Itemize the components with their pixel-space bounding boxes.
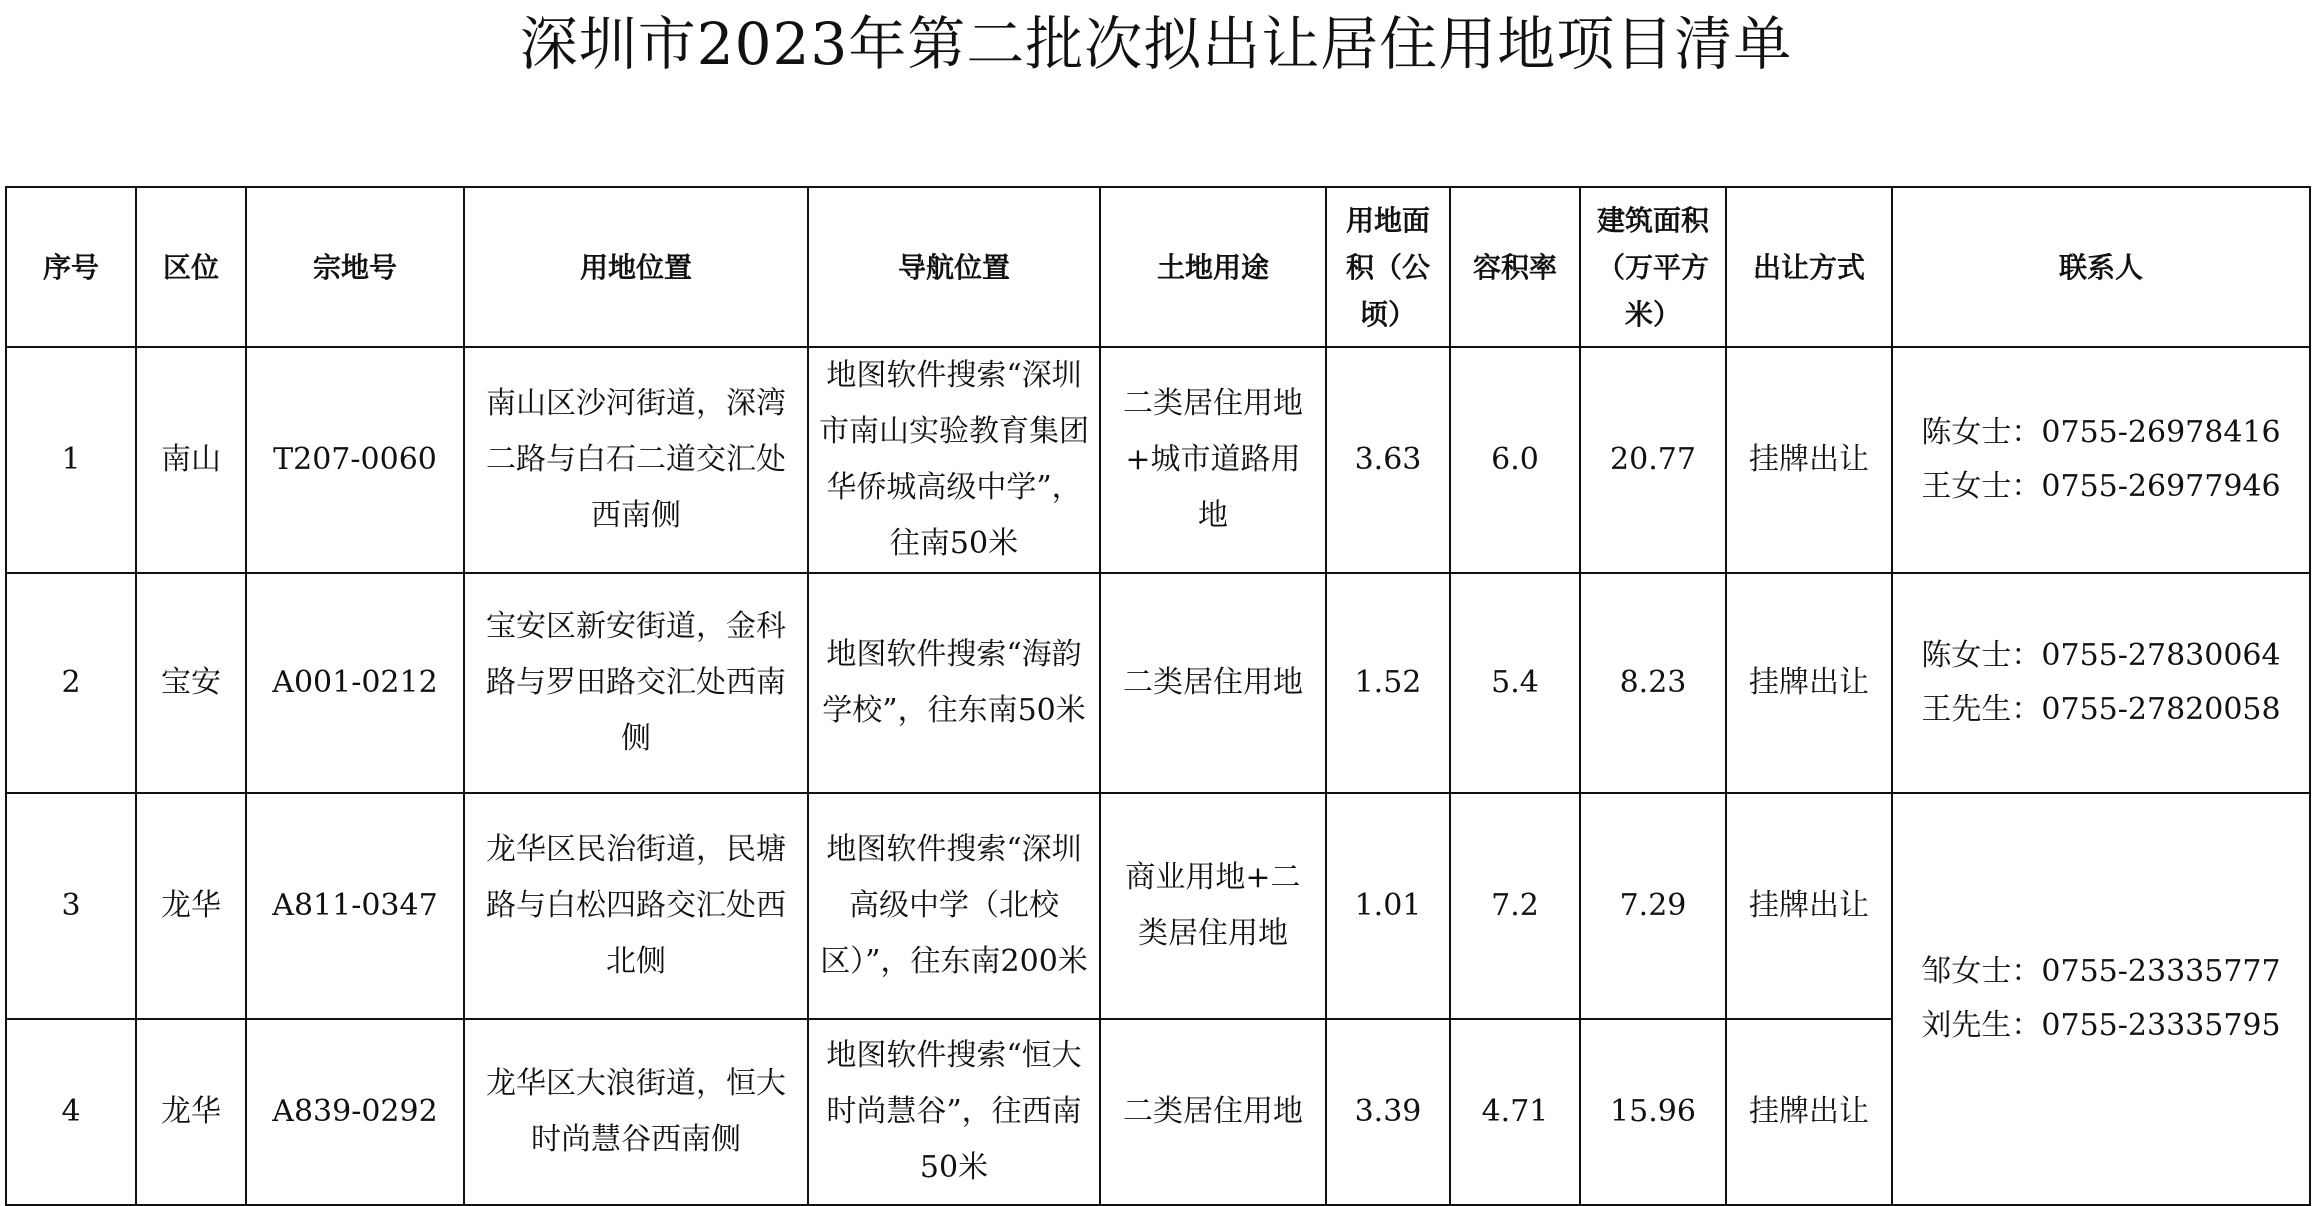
cell-floor-area: 20.77 (1580, 347, 1726, 573)
cell-navigation: 地图软件搜索“海韵学校”，往东南50米 (808, 573, 1100, 793)
cell-location: 龙华区民治街道，民塘路与白松四路交汇处西北侧 (464, 793, 808, 1019)
cell-navigation: 地图软件搜索“恒大时尚慧谷”，往西南50米 (808, 1019, 1100, 1205)
cell-seq: 4 (6, 1019, 136, 1205)
header-seq: 序号 (6, 187, 136, 347)
cell-seq: 2 (6, 573, 136, 793)
contact-line: 陈女士：0755-26978416 (1921, 415, 2281, 450)
land-parcel-table (5, 186, 2311, 1206)
header-floor-area: 建筑面积（万平方米） (1580, 187, 1726, 347)
header-parcel: 宗地号 (246, 187, 464, 347)
header-location: 用地位置 (464, 187, 808, 347)
cell-method: 挂牌出让 (1726, 1019, 1892, 1205)
table-header-row (6, 187, 2310, 347)
header-area: 用地面积（公顷） (1326, 187, 1450, 347)
cell-seq: 1 (6, 347, 136, 573)
header-far: 容积率 (1450, 187, 1580, 347)
cell-district: 南山 (136, 347, 246, 573)
cell-area: 1.52 (1326, 573, 1450, 793)
contact-line: 刘先生：0755-23335795 (1921, 1008, 2281, 1043)
cell-floor-area: 15.96 (1580, 1019, 1726, 1205)
table-row (6, 347, 2310, 573)
cell-far: 6.0 (1450, 347, 1580, 573)
contact-line: 王女士：0755-26977946 (1921, 469, 2281, 504)
cell-floor-area: 7.29 (1580, 793, 1726, 1019)
cell-location: 龙华区大浪街道，恒大时尚慧谷西南侧 (464, 1019, 808, 1205)
cell-location: 宝安区新安街道，金科路与罗田路交汇处西南侧 (464, 573, 808, 793)
cell-far: 5.4 (1450, 573, 1580, 793)
cell-navigation: 地图软件搜索“深圳高级中学（北校区）”，往东南200米 (808, 793, 1100, 1019)
cell-usage: 二类居住用地 (1100, 573, 1326, 793)
cell-district: 龙华 (136, 1019, 246, 1205)
cell-far: 4.71 (1450, 1019, 1580, 1205)
header-district: 区位 (136, 187, 246, 347)
page-title: 深圳市2023年第二批次拟出让居住用地项目清单 (519, 10, 1793, 78)
header-usage: 土地用途 (1100, 187, 1326, 347)
cell-method: 挂牌出让 (1726, 347, 1892, 573)
cell-method: 挂牌出让 (1726, 573, 1892, 793)
contact-line: 邹女士：0755-23335777 (1921, 954, 2281, 989)
cell-contact (1892, 347, 2310, 573)
cell-seq: 3 (6, 793, 136, 1019)
cell-usage: 二类居住用地 (1100, 1019, 1326, 1205)
header-method: 出让方式 (1726, 187, 1892, 347)
cell-floor-area: 8.23 (1580, 573, 1726, 793)
header-navigation: 导航位置 (808, 187, 1100, 347)
cell-usage: 商业用地+二类居住用地 (1100, 793, 1326, 1019)
cell-district: 宝安 (136, 573, 246, 793)
cell-parcel: T207-0060 (246, 347, 464, 573)
cell-area: 3.39 (1326, 1019, 1450, 1205)
cell-district: 龙华 (136, 793, 246, 1019)
cell-area: 3.63 (1326, 347, 1450, 573)
cell-area: 1.01 (1326, 793, 1450, 1019)
contact-line: 陈女士：0755-27830064 (1921, 638, 2281, 673)
cell-method: 挂牌出让 (1726, 793, 1892, 1019)
cell-location: 南山区沙河街道，深湾二路与白石二道交汇处西南侧 (464, 347, 808, 573)
cell-parcel: A001-0212 (246, 573, 464, 793)
cell-parcel: A839-0292 (246, 1019, 464, 1205)
cell-far: 7.2 (1450, 793, 1580, 1019)
table-row (6, 793, 2310, 1019)
cell-navigation: 地图软件搜索“深圳市南山实验教育集团华侨城高级中学”，往南50米 (808, 347, 1100, 573)
header-contact: 联系人 (1892, 187, 2310, 347)
cell-contact (1892, 793, 2310, 1205)
cell-parcel: A811-0347 (246, 793, 464, 1019)
table-row (6, 573, 2310, 793)
contact-line: 王先生：0755-27820058 (1921, 692, 2281, 727)
cell-usage: 二类居住用地+城市道路用地 (1100, 347, 1326, 573)
cell-contact (1892, 573, 2310, 793)
